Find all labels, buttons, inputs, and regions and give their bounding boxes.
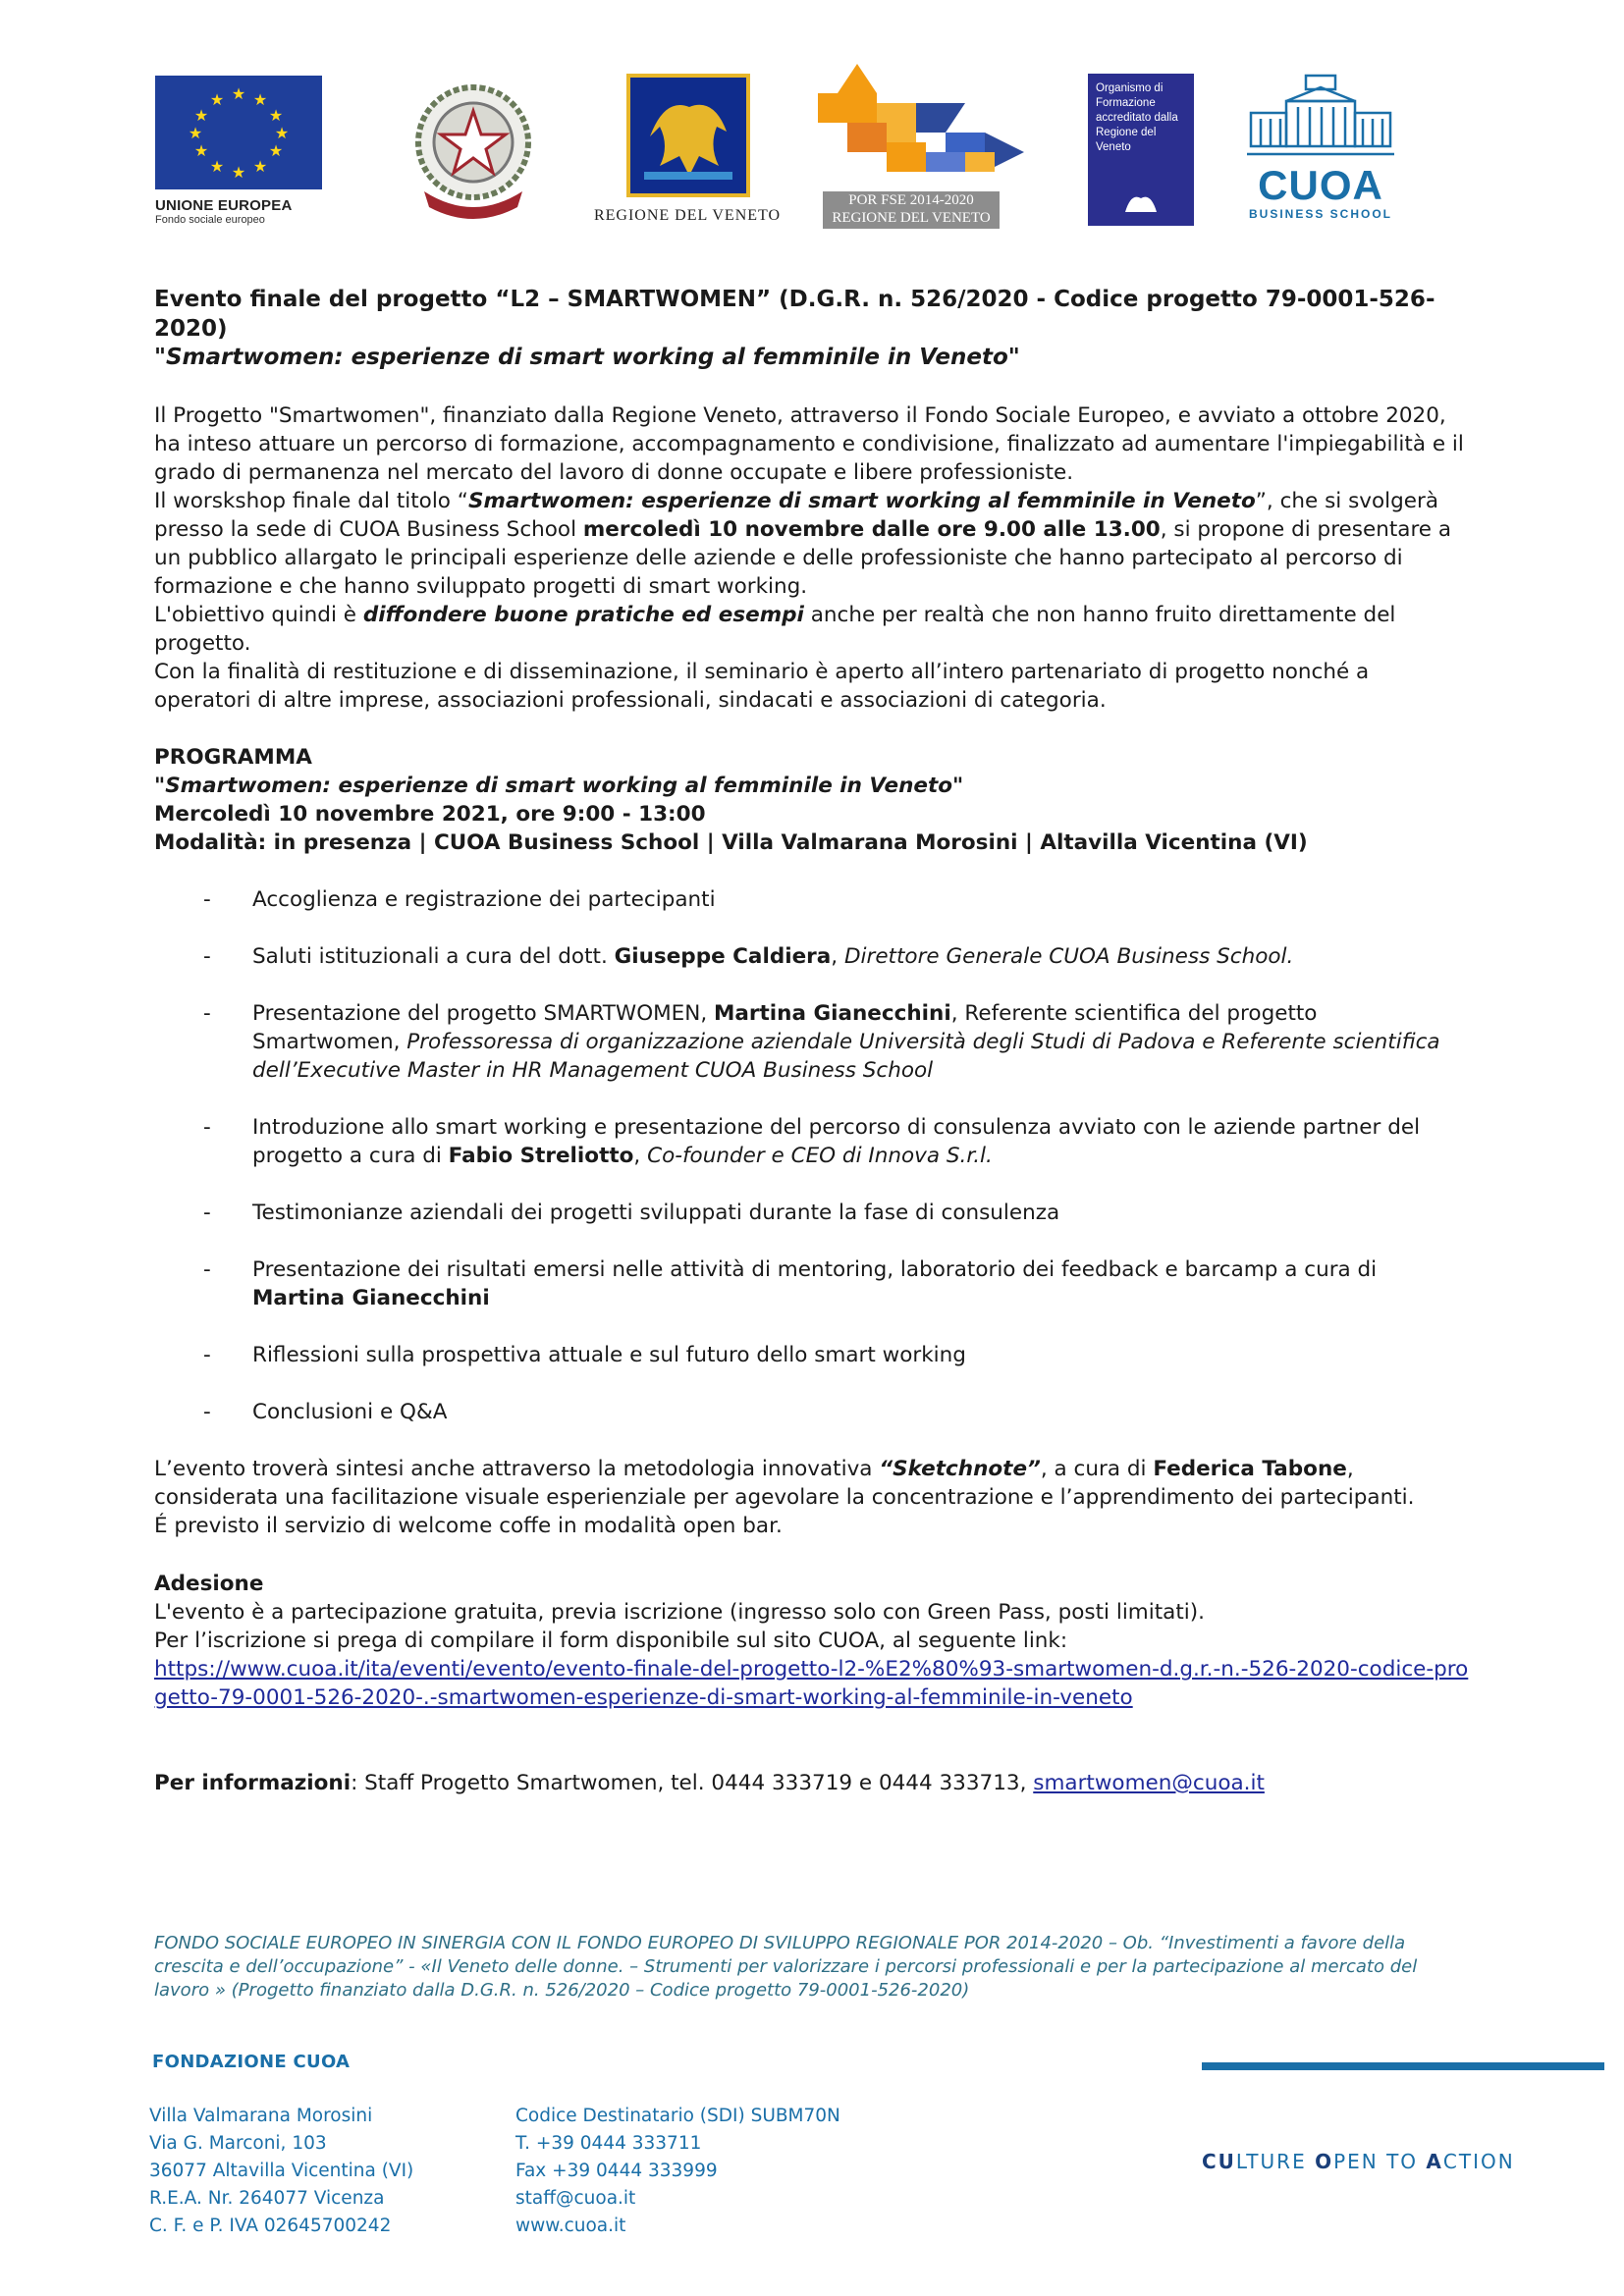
info-label: Per informazioni <box>154 1771 352 1795</box>
dash-bullet: - <box>203 1343 211 1367</box>
agenda-text: , Referente scientifica del progetto Smartwomen, <box>252 1001 1318 1054</box>
svg-text:★: ★ <box>209 90 225 109</box>
speaker-name: Fabio Streliotto <box>448 1144 634 1168</box>
text-run: anche per realtà che non hanno fruito direttamente del progetto. <box>154 603 1396 656</box>
text-run: , a cura di <box>1040 1457 1154 1481</box>
agenda-item <box>154 999 1470 1085</box>
facilitator-name: Federica Tabone <box>1153 1457 1347 1481</box>
agenda-item <box>154 1398 1470 1426</box>
event-title: Evento finale del progetto “L2 – SMARTWOMEN” (D.G.R. n. 526/2020 - Codice progetto 79-0001-526-2020) <box>154 287 1435 342</box>
text-run: L’evento troverà sintesi anche attraverso la metodologia innovativa <box>154 1457 880 1481</box>
italian-republic-emblem-icon <box>405 76 542 223</box>
event-datetime: mercoledì 10 novembre dalle ore 9.00 alle 13.00 <box>582 517 1161 542</box>
text-run: , si propone di presentare a un pubblico allargato le principali esperienze delle aziende e delle professioniste che hanno partecipato al percorso di formazione e che hanno sviluppato progetti di smart working. <box>154 517 1452 599</box>
por-fse-caption-box <box>823 191 1000 229</box>
contact-line: T. +39 0444 333711 <box>515 2133 702 2154</box>
adesione-section <box>154 1570 1470 1712</box>
sketchnote-label: “Sketchnote” <box>879 1457 1041 1481</box>
intro-paragraph-2 <box>154 487 1470 601</box>
cuoa-subtitle: BUSINESS SCHOOL <box>1248 207 1392 221</box>
dash-bullet: - <box>203 1001 211 1026</box>
sketchnote-paragraph <box>154 1455 1470 1512</box>
eu-caption: UNIONE EUROPEA <box>155 197 293 214</box>
footer-motto <box>1202 2150 1515 2173</box>
organismo-text: Organismo di Formazione accreditato dalla Regione del Veneto <box>1096 82 1178 153</box>
speaker-role: Professoressa di organizzazione aziendale Università degli Studi di Padova e Referente scientifica dell’Executive Master in HR Management CUOA Business School <box>252 1030 1440 1083</box>
workshop-title: Smartwomen: esperienze di smart working al femminile in Veneto <box>467 489 1256 513</box>
villa-icon <box>1247 72 1394 160</box>
speaker-role: Co-founder e CEO di Innova S.r.l. <box>647 1144 993 1168</box>
address-line: Via G. Marconi, 103 <box>149 2133 327 2154</box>
agenda-text: Introduzione allo smart working e presentazione del percorso di consulenza avviato con le aziende partner del progetto a cura di <box>252 1115 1421 1168</box>
dash-bullet: - <box>203 1400 211 1424</box>
contact-line: www.cuoa.it <box>515 2216 626 2236</box>
address-line: 36077 Altavilla Vicentina (VI) <box>149 2161 414 2181</box>
cuoa-wordmark: CUOA <box>1258 162 1383 208</box>
address-line: C. F. e P. IVA 02645700242 <box>149 2216 392 2236</box>
registration-link-wrap <box>154 1655 1470 1712</box>
address-line: R.E.A. Nr. 264077 Vicenza <box>149 2188 385 2209</box>
program-heading: PROGRAMMA <box>154 745 312 770</box>
svg-text:★: ★ <box>193 106 209 125</box>
program-title: "Smartwomen: esperienze di smart working al femminile in Veneto" <box>154 774 964 798</box>
motto-part: PEN TO <box>1333 2150 1427 2173</box>
intro-paragraph-1: Il Progetto "Smartwomen", finanziato dalla Regione Veneto, attraverso il Fondo Sociale Europeo, e avviato a ottobre 2020, ha inteso attuare un percorso di formazione, accompagnamento e condivisione, finalizzato ad aumentare l'impiegabilità e il grado di permanenza nel mercato del lavoro di donne occupate e libere professioniste. <box>154 403 1464 485</box>
motto-part: LTURE <box>1235 2150 1316 2173</box>
program-date: Mercoledì 10 novembre 2021, ore 9:00 - 13:00 <box>154 802 706 827</box>
footer-contacts <box>515 2103 840 2240</box>
dash-bullet: - <box>203 944 211 969</box>
document-body <box>154 285 1470 1797</box>
adesione-line-2: Per l’iscrizione si prega di compilare il form disponibile sul sito CUOA, al seguente link: <box>154 1629 1068 1653</box>
agenda-item <box>154 1113 1470 1170</box>
regione-veneto-logo <box>589 74 785 240</box>
agenda-text: Presentazione del progetto SMARTWOMEN, <box>252 1001 714 1026</box>
agenda-item <box>154 1199 1470 1227</box>
eu-logo <box>155 76 332 226</box>
svg-text:★: ★ <box>231 84 246 103</box>
text-run: L'obiettivo quindi è <box>154 603 363 627</box>
svg-text:★: ★ <box>193 141 209 160</box>
intro-paragraph-3 <box>154 601 1470 658</box>
svg-text:★: ★ <box>268 106 284 125</box>
adesione-line-1: L'evento è a partecipazione gratuita, previa iscrizione (ingresso solo con Green Pass, posti limitati). <box>154 1600 1205 1625</box>
motto-part: CU <box>1202 2150 1236 2173</box>
svg-text:★: ★ <box>268 141 284 160</box>
motto-part: O <box>1315 2150 1334 2173</box>
text-run: Il worskshop finale dal titolo “ <box>154 489 468 513</box>
footer-address <box>149 2103 413 2240</box>
objective-highlight: diffondere buone pratiche ed esempi <box>362 603 804 627</box>
contact-line: Codice Destinatario (SDI) SUBM70N <box>515 2106 840 2126</box>
speaker-role: Direttore Generale CUOA Business School. <box>843 944 1294 969</box>
intro-paragraph-4: Con la finalità di restituzione e di disseminazione, il seminario è aperto all’intero partenariato di progetto nonché a operatori di altre imprese, associazioni professionali, sindacati e associazioni di categoria. <box>154 660 1370 713</box>
email-link[interactable]: smartwomen@cuoa.it <box>1033 1771 1265 1795</box>
por-fse-logo <box>818 64 1038 231</box>
program-mode: Modalità: in presenza | CUOA Business School | Villa Valmarana Morosini | Altavilla Vicentina (VI) <box>154 830 1308 855</box>
svg-text:★: ★ <box>252 157 268 176</box>
motto-part: A <box>1426 2150 1443 2173</box>
intro-section <box>154 401 1470 715</box>
cuoa-logo <box>1247 72 1394 229</box>
por-fse-line2: REGIONE DEL VENETO <box>832 210 991 226</box>
eu-flag-icon <box>155 76 322 189</box>
dash-bullet: - <box>203 1201 211 1225</box>
address-line: Villa Valmarana Morosini <box>149 2106 373 2126</box>
por-fse-graphic-icon <box>818 64 1038 191</box>
agenda-text: , <box>633 1144 648 1168</box>
agenda-text: Saluti istituzionali a cura del dott. <box>252 944 615 969</box>
speaker-name: Martina Gianecchini <box>252 1286 490 1310</box>
dash-bullet: - <box>203 1115 211 1140</box>
agenda-text: Presentazione dei risultati emersi nelle attività di mentoring, laboratorio dei feedback e barcamp a cura di <box>252 1257 1378 1282</box>
footer-accent-bar <box>1202 2062 1604 2070</box>
eu-subcaption: Fondo sociale europeo <box>155 214 265 226</box>
regione-veneto-caption: REGIONE DEL VENETO <box>593 207 782 224</box>
svg-text:★: ★ <box>231 163 246 182</box>
svg-text:★: ★ <box>188 124 203 142</box>
por-fse-line1: POR FSE 2014-2020 <box>848 192 974 208</box>
text-run: ”, che si svolgerà presso la sede di CUOA Business School <box>154 489 1439 542</box>
dash-bullet: - <box>203 887 211 912</box>
text-run: , considerata una facilitazione visuale esperienziale per agevolare la concentrazione e l’apprendimento dei partecipanti. <box>154 1457 1415 1510</box>
speaker-name: Martina Gianecchini <box>714 1001 951 1026</box>
agenda-item <box>154 1341 1470 1369</box>
lion-of-saint-mark-icon <box>626 74 750 197</box>
adesione-heading: Adesione <box>154 1572 264 1596</box>
agenda-text: , <box>831 944 844 969</box>
agenda-text: Accoglienza e registrazione dei partecipanti <box>252 887 716 912</box>
svg-text:★: ★ <box>209 157 225 176</box>
svg-text:★: ★ <box>252 90 268 109</box>
welcome-coffee-note: É previsto il servizio di welcome coffe in modalità open bar. <box>154 1514 783 1538</box>
registration-link[interactable]: https://www.cuoa.it/ita/eventi/evento/evento-finale-del-progetto-l2-%E2%80%93-smartwomen-d.g.r.-n.-526-2020-codice-progetto-79-0001-526-2020-.-smartwomen-esperienze-di-smart-working-al-femminile-in-veneto <box>154 1657 1469 1710</box>
agenda-item <box>154 1255 1470 1312</box>
agenda-list <box>154 885 1470 1426</box>
dash-bullet: - <box>203 1257 211 1282</box>
lion-icon <box>1121 188 1161 218</box>
agenda-text: Conclusioni e Q&A <box>252 1400 448 1424</box>
agenda-item <box>154 942 1470 971</box>
svg-text:★: ★ <box>274 124 290 142</box>
funding-note: FONDO SOCIALE EUROPEO IN SINERGIA CON IL FONDO EUROPEO DI SVILUPPO REGIONALE POR 2014-2020 – Ob. “Investimenti a favore della crescita e dell’occupazione” - «Il Veneto delle donne. – Strumenti per valorizzare i percorsi professionali e per la partecipazione al mercato del lavoro » (Progetto finanziato dalla D.G.R. n. 526/2020 – Codice progetto 79-0001-526-2020) <box>154 1933 1418 2001</box>
program-header <box>154 743 1470 857</box>
info-line <box>154 1769 1470 1797</box>
event-subtitle: "Smartwomen: esperienze di smart working al femminile in Veneto" <box>154 345 1020 370</box>
contact-line: staff@cuoa.it <box>515 2188 636 2209</box>
footer-organization: FONDAZIONE CUOA <box>152 2052 351 2072</box>
logo-row <box>147 54 1424 240</box>
contact-line: Fax +39 0444 333999 <box>515 2161 718 2181</box>
info-text: : Staff Progetto Smartwomen, tel. 0444 333719 e 0444 333713, <box>351 1771 1034 1795</box>
agenda-item <box>154 885 1470 914</box>
speaker-name: Giuseppe Caldiera <box>614 944 832 969</box>
agenda-text: Testimonianze aziendali dei progetti sviluppati durante la fase di consulenza <box>252 1201 1060 1225</box>
motto-part: CTION <box>1442 2150 1515 2173</box>
organismo-formazione-badge <box>1088 74 1194 226</box>
agenda-text: Riflessioni sulla prospettiva attuale e sul futuro dello smart working <box>252 1343 966 1367</box>
